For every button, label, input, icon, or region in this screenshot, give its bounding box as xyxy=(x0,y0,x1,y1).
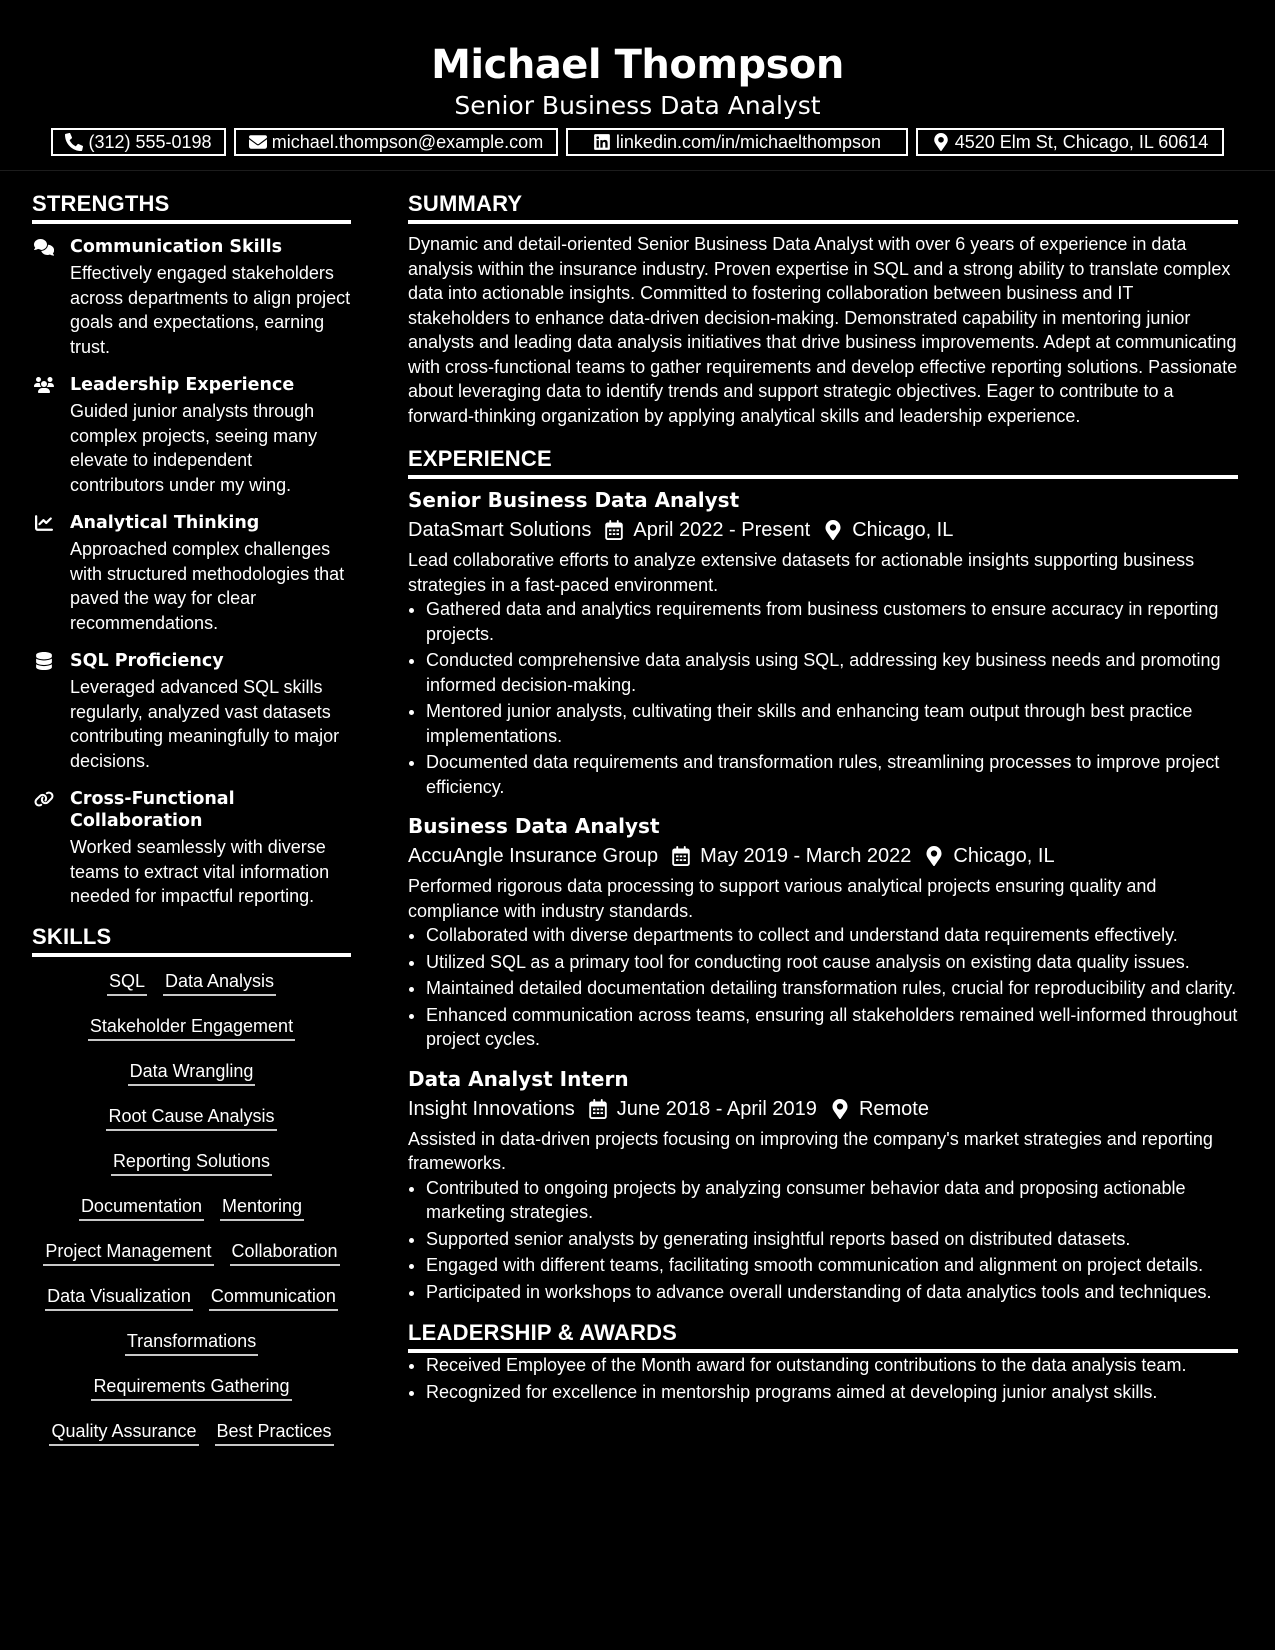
strengths-heading: STRENGTHS xyxy=(32,191,351,224)
job-bullet: • Engaged with different teams, facilitating smooth communication and alignment on project details. xyxy=(426,1253,1238,1278)
job-bullet: • Gathered data and analytics requirements from business customers to ensure accuracy in reporting projects. xyxy=(426,597,1238,646)
strength-desc: Approached complex challenges with structured methodologies that paved the way for clear recommendations. xyxy=(70,539,345,633)
job-description: Performed rigorous data processing to support various analytical projects ensuring quality and compliance with industry standards. xyxy=(408,876,1157,921)
calendar-icon xyxy=(672,846,690,866)
job-company: AccuAngle Insurance Group xyxy=(408,845,659,867)
job-dates: May 2019 - March 2022 xyxy=(700,845,912,867)
calendar-icon xyxy=(589,1099,607,1119)
skill-tag: Project Management xyxy=(43,1239,213,1266)
skill-tag: Data Visualization xyxy=(45,1284,193,1311)
job-description: Lead collaborative efforts to analyze extensive datasets for actionable insights supporting business strategies in a fast-paced environment. xyxy=(408,550,1195,595)
skill-tag: Documentation xyxy=(79,1194,204,1221)
award-item: • Recognized for excellence in mentorship programs aimed at developing junior analyst skills. xyxy=(426,1380,1238,1405)
skill-tag: Stakeholder Engagement xyxy=(88,1014,295,1041)
strength-item xyxy=(32,512,351,635)
skill-tag: Transformations xyxy=(125,1329,258,1356)
job-description: Assisted in data-driven projects focusing on improving the company's market strategies and reporting frameworks. xyxy=(408,1128,1213,1173)
strength-item xyxy=(32,374,351,497)
skill-tag: Reporting Solutions xyxy=(111,1149,272,1176)
skill-tag: Data Analysis xyxy=(163,969,276,996)
job-entry xyxy=(408,1066,1238,1305)
contact-linkedin-text: linkedin.com/in/michaelthompson xyxy=(615,131,882,152)
job-dates: April 2022 - Present xyxy=(633,519,811,541)
chart-line-icon xyxy=(34,514,54,532)
skill-tag: Requirements Gathering xyxy=(91,1374,291,1401)
job-title: Business Data Analyst xyxy=(408,814,660,838)
strength-item xyxy=(32,236,351,359)
job-bullet: • Mentored junior analysts, cultivating their skills and enhancing team output through best practice implementations. xyxy=(426,699,1238,748)
envelope-icon xyxy=(249,133,267,151)
linkedin-icon xyxy=(593,133,611,151)
skill-tag: Data Wrangling xyxy=(128,1059,256,1086)
strengths-list xyxy=(32,236,351,909)
right-column xyxy=(408,191,1238,1464)
skills-heading: SKILLS xyxy=(32,924,351,957)
contact-phone[interactable] xyxy=(51,128,226,156)
strength-item xyxy=(32,650,351,773)
job-company: DataSmart Solutions xyxy=(408,519,592,541)
map-marker-icon xyxy=(932,133,950,151)
job-entry xyxy=(408,487,1238,799)
job-location: Remote xyxy=(858,1097,929,1120)
job-location: Chicago, IL xyxy=(852,519,954,541)
skill-tag: Collaboration xyxy=(230,1239,340,1266)
job-bullet: • Participated in workshops to advance overall understanding of data analytics tools and techniques. xyxy=(426,1280,1238,1305)
contact-address-text: 4520 Elm St, Chicago, IL 60614 xyxy=(954,131,1209,152)
strength-desc: Guided junior analysts through complex projects, seeing many elevate to independent contributors under my wing. xyxy=(70,401,318,495)
contact-email-text: michael.thompson@example.com xyxy=(271,131,544,152)
calendar-icon xyxy=(605,520,623,540)
strength-desc: Leveraged advanced SQL skills regularly, analyzed vast datasets contributing meaningfully to major decisions. xyxy=(70,677,340,771)
job-bullet: • Enhanced communication across teams, ensuring all stakeholders remained well-informed throughout project cycles. xyxy=(426,1003,1238,1052)
left-column xyxy=(32,191,351,1464)
skills-list xyxy=(32,969,351,1464)
strength-title: Leadership Experience xyxy=(70,375,295,395)
skill-tag: SQL xyxy=(107,969,147,996)
award-item: • Received Employee of the Month award for outstanding contributions to the data analysis team. xyxy=(426,1353,1238,1378)
candidate-name: Michael Thompson xyxy=(431,42,844,88)
map-marker-icon xyxy=(824,520,842,540)
phone-icon xyxy=(65,133,83,151)
job-bullet: • Collaborated with diverse departments to collect and understand data requirements effectively. xyxy=(426,923,1238,948)
experience-heading: EXPERIENCE xyxy=(408,446,1238,479)
comments-icon xyxy=(34,238,54,256)
awards-heading: LEADERSHIP & AWARDS xyxy=(408,1320,1238,1353)
job-title: Data Analyst Intern xyxy=(408,1066,629,1091)
link-icon xyxy=(34,790,54,808)
contact-phone-text: (312) 555-0198 xyxy=(88,131,212,152)
candidate-title: Senior Business Data Analyst xyxy=(454,91,821,120)
contact-email[interactable] xyxy=(234,128,558,156)
strength-title: Communication Skills xyxy=(70,237,283,257)
strength-item xyxy=(32,788,351,909)
job-bullet: • Documented data requirements and transformation rules, streamlining processes to improve project efficiency. xyxy=(426,750,1238,799)
users-icon xyxy=(34,376,54,394)
skill-tag: Quality Assurance xyxy=(49,1419,198,1446)
summary-text: Dynamic and detail-oriented Senior Business Data Analyst with over 6 years of experience in data analysis within the insurance industry. Proven expertise in SQL and a strong ability to translate complex data into actionable insights. Committed to fostering collaboration between business and IT stakeholders to enhance data-driven decision-making. Demonstrated capability in mentoring junior analysts and leading data analysis initiatives that drive business improvements. Adept at communicating with cross-functional teams to gather requirements and develop effective reporting solutions. Passionate about leveraging data to identify trends and support strategic objectives. Eager to contribute to a forward-thinking organization by applying analytical skills and leadership experience. xyxy=(408,234,1238,426)
job-dates: June 2018 - April 2019 xyxy=(616,1097,817,1120)
contact-address[interactable] xyxy=(916,128,1224,156)
job-bullet: • Maintained detailed documentation detailing transformation rules, crucial for reproducibility and clarity. xyxy=(426,976,1238,1001)
skill-tag: Mentoring xyxy=(220,1194,304,1221)
map-marker-icon xyxy=(925,846,943,866)
summary-heading: SUMMARY xyxy=(408,191,1238,224)
job-company: Insight Innovations xyxy=(408,1097,575,1120)
skill-tag: Root Cause Analysis xyxy=(106,1104,276,1131)
strength-title: Analytical Thinking xyxy=(70,513,260,533)
strength-title: Cross-Functional Collaboration xyxy=(70,789,235,831)
strength-desc: Worked seamlessly with diverse teams to extract vital information needed for impactful reporting. xyxy=(70,837,330,906)
job-bullet: • Utilized SQL as a primary tool for conducting root cause analysis on existing data quality issues. xyxy=(426,950,1238,975)
skill-tag: Best Practices xyxy=(215,1419,334,1446)
job-entry xyxy=(408,813,1238,1052)
database-icon xyxy=(34,652,54,670)
job-location: Chicago, IL xyxy=(953,845,1055,867)
strength-desc: Effectively engaged stakeholders across departments to align project goals and expectations, earning trust. xyxy=(70,263,351,357)
strength-title: SQL Proficiency xyxy=(70,651,224,671)
header-divider xyxy=(0,170,1275,171)
contact-bar xyxy=(0,128,1275,156)
contact-linkedin[interactable] xyxy=(566,128,908,156)
map-marker-icon xyxy=(831,1099,849,1119)
resume-header xyxy=(0,0,1275,156)
job-bullet: • Contributed to ongoing projects by analyzing consumer behavior data and proposing actionable marketing strategies. xyxy=(426,1176,1238,1225)
job-bullet: • Supported senior analysts by generating insightful reports based on distributed datasets. xyxy=(426,1227,1238,1252)
job-title: Senior Business Data Analyst xyxy=(408,488,740,512)
job-bullet: • Conducted comprehensive data analysis using SQL, addressing key business needs and promoting informed decision-making. xyxy=(426,648,1238,697)
skill-tag: Communication xyxy=(209,1284,338,1311)
